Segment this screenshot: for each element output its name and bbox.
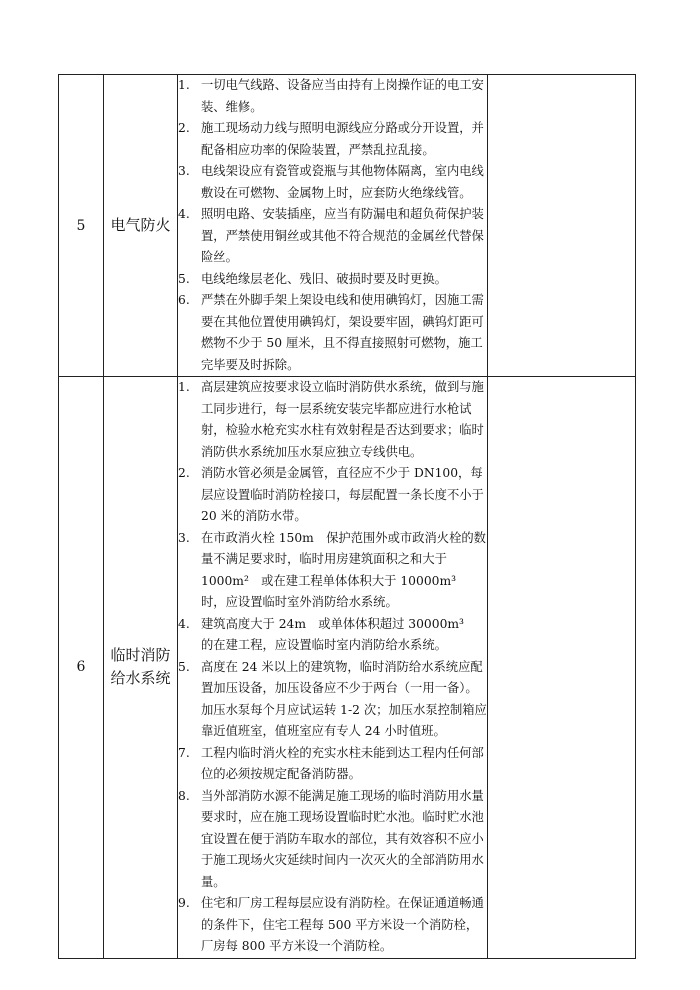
fire-safety-table (58, 74, 636, 959)
item-number: 5. (178, 271, 190, 286)
item-number: 2. (178, 466, 190, 480)
list-item (178, 893, 487, 958)
item-text: 消防水管必须是金属管，直径应不少于 DN100，每层应设置临时消防栓接口，每层配置一条长度不小于 20 米的消防水带。 (201, 466, 484, 523)
row-topic-text: 电气防火 (110, 216, 171, 234)
list-item (178, 118, 487, 161)
item-number: 3. (178, 530, 190, 545)
item-number: 1. (178, 78, 190, 92)
item-text: 高度在 24 米以上的建筑物，临时消防给水系统应配置加压设备，加压设备应不少于两台（一用一备）。加压水泵每个月应试运转 1-2 次；加压水泵控制箱应靠近值班室，值班室应有专人 24 小时值班。 (201, 659, 487, 738)
item-text: 工程内临时消火栓的充实水柱未能到达工程内任何部位的必须按规定配备消防器。 (201, 745, 484, 781)
item-number: 4. (178, 616, 190, 631)
list-item (178, 269, 487, 291)
item-number: 7. (178, 745, 190, 760)
list-item (178, 614, 487, 657)
item-text: 住宅和厂房工程每层应设有消防栓。在保证通道畅通的条件下，住宅工程每 500 平方米设一个消防栓，厂房每 800 平方米设一个消防栓。 (201, 896, 484, 953)
list-item (178, 290, 487, 376)
list-item (178, 75, 487, 118)
row-number: 6 (59, 377, 104, 959)
item-text: 施工现场动力线与照明电源线应分路或分开设置，并配备相应功率的保险装置，严禁乱拉乱接。 (201, 121, 484, 157)
item-list (178, 75, 487, 376)
table-row (59, 75, 636, 377)
list-item (178, 161, 487, 204)
item-number: 1. (178, 380, 190, 394)
item-text: 高层建筑应按要求设立临时消防供水系统，做到与施工同步进行，每一层系统安装完毕都应进行水枪试射，检验水枪充实水柱有效射程是否达到要求；临时消防供水系统加压水泵应独立专线供电。 (201, 380, 484, 459)
item-text: 在市政消火栓 150m 保护范围外或市政消火栓的数量不满足要求时，临时用房建筑面积之和大于 1000m² 或在建工程单体体积大于 10000m³ 时，应设置临时室外消防给水系统。 (201, 530, 486, 609)
item-text: 照明电路、安装插座，应当有防漏电和超负荷保护装置，严禁使用铜丝或其他不符合规范的金属丝代替保险丝。 (201, 207, 484, 264)
list-item (178, 204, 487, 269)
item-number: 8. (178, 788, 190, 803)
item-text: 当外部消防水源不能满足施工现场的临时消防用水量要求时，应在施工现场设置临时贮水池。临时贮水池宜设置在便于消防车取水的部位，其有效容积不应小于施工现场火灾延续时间内一次灭火的全部消防用水量。 (201, 788, 484, 889)
item-number: 9. (178, 896, 190, 910)
table-row (59, 377, 636, 959)
item-text: 建筑高度大于 24m 或单体体积超过 30000m³ 的在建工程，应设置临时室内消防给水系统。 (201, 616, 477, 652)
list-item (178, 463, 487, 528)
list-item (178, 657, 487, 743)
row-content (178, 377, 488, 959)
row-topic-text: 临时消防给水系统 (110, 646, 171, 688)
row-topic (104, 377, 178, 959)
remarks-cell (488, 75, 636, 377)
table-body (59, 75, 636, 959)
item-list (178, 377, 487, 958)
item-number: 4. (178, 207, 190, 221)
list-item (178, 743, 487, 786)
list-item (178, 528, 487, 614)
item-number: 2. (178, 121, 190, 135)
item-text: 电线绝缘层老化、残旧、破损时要及时更换。 (201, 271, 447, 286)
row-content (178, 75, 488, 377)
item-number: 6. (178, 293, 190, 307)
item-number: 3. (178, 164, 190, 178)
item-text: 严禁在外脚手架上架设电线和使用碘钨灯，因施工需要在其他位置使用碘钨灯，架设要牢固，碘钨灯距可燃物不少于 50 厘米，且不得直接照射可燃物，施工完毕要及时拆除。 (201, 293, 484, 372)
list-item (178, 786, 487, 894)
item-number: 5. (178, 659, 190, 674)
list-item (178, 377, 487, 463)
row-number: 5 (59, 75, 104, 377)
item-text: 电线架设应有瓷管或瓷瓶与其他物体隔离，室内电线敷设在可燃物、金属物上时，应套防火绝缘线管。 (201, 164, 484, 200)
item-text: 一切电气线路、设备应当由持有上岗操作证的电工安装、维修。 (201, 78, 484, 114)
remarks-cell (488, 377, 636, 959)
row-topic (104, 75, 178, 377)
